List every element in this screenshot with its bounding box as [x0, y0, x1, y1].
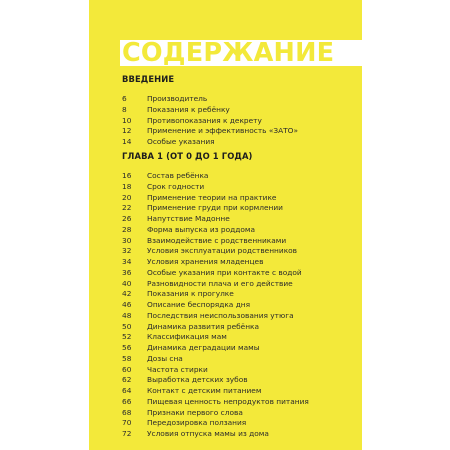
toc-page-number: 68 [122, 407, 132, 417]
toc-page-number: 16 [122, 171, 132, 180]
toc-entry [122, 397, 309, 408]
toc-entry-title: Дозы сна [147, 353, 183, 363]
toc-entry-title: Условия эксплуатации родственников [147, 246, 298, 256]
toc-entry [122, 105, 298, 116]
toc-entry-title: Условия хранения младенцев [147, 257, 264, 266]
toc-entry-title: Применение и эффективность «ЗАТО» [147, 126, 299, 136]
toc-entry-title: Частота стирки [147, 364, 208, 374]
toc-entry [122, 246, 309, 257]
toc-entry-title: Последствия неиспользования утюга [147, 310, 294, 320]
toc-page-number: 58 [122, 353, 132, 363]
toc-entry [122, 429, 309, 440]
toc-entry [122, 289, 309, 300]
toc-page-number: 32 [122, 246, 132, 256]
toc-page-number: 8 [122, 104, 127, 114]
toc-entry [122, 375, 309, 386]
toc-entry [122, 279, 309, 290]
toc-page-number: 70 [122, 418, 132, 428]
chapter-1-toc-list [122, 171, 309, 440]
toc-entry-title: Применение теории на практике [147, 192, 277, 202]
toc-entry-title: Напутствие Мадонне [147, 214, 230, 223]
toc-entry-title: Передозировка ползания [147, 418, 247, 428]
toc-entry-title: Состав ребёнка [147, 171, 209, 180]
toc-entry-title: Противопоказания к декрету [147, 115, 262, 125]
toc-entry-title: Признаки первого слова [147, 407, 243, 417]
section-heading-intro: ВВЕДЕНИЕ [122, 74, 175, 84]
toc-entry [122, 126, 298, 137]
toc-page-number: 56 [122, 343, 132, 352]
toc-page-number: 66 [122, 396, 132, 406]
toc-entry [122, 418, 309, 429]
toc-entry-title: Динамика деградации мамы [147, 343, 260, 352]
toc-entry [122, 94, 298, 105]
toc-entry [122, 137, 298, 148]
toc-page-number: 20 [122, 192, 132, 202]
toc-page-number: 36 [122, 267, 132, 277]
toc-page-number: 14 [122, 137, 132, 146]
toc-entry [122, 408, 309, 419]
toc-entry-title: Классификация мам [147, 332, 227, 342]
toc-entry-title: Особые указания [147, 137, 215, 146]
toc-entry-title: Динамика развития ребёнка [147, 321, 260, 331]
toc-entry [122, 236, 309, 247]
toc-page-number: 60 [122, 364, 132, 374]
toc-page-number: 6 [122, 94, 127, 103]
toc-page-number: 28 [122, 224, 132, 234]
page-title: СОДЕРЖАНИЕ [122, 38, 335, 68]
toc-entry-title: Контакт с детским питанием [147, 386, 262, 395]
toc-page-number: 48 [122, 310, 132, 320]
toc-entry-title: Выработка детских зубов [147, 375, 248, 385]
toc-entry-title: Производитель [147, 94, 208, 103]
toc-entry-title: Показания к ребёнку [147, 104, 230, 114]
book-page [89, 0, 362, 450]
toc-entry-title: Форма выпуска из роддома [147, 224, 255, 234]
toc-entry-title: Показания к прогулке [147, 289, 234, 299]
toc-entry [122, 343, 309, 354]
toc-page-number: 72 [122, 429, 132, 438]
toc-page-number: 40 [122, 278, 132, 288]
toc-entry-title: Срок годности [147, 181, 205, 191]
toc-entry [122, 268, 309, 279]
toc-entry [122, 354, 309, 365]
toc-page-number: 12 [122, 126, 132, 136]
toc-entry-title: Условия отпуска мамы из дома [147, 429, 269, 438]
toc-entry [122, 225, 309, 236]
toc-page-number: 64 [122, 386, 132, 395]
toc-entry [122, 257, 309, 268]
toc-entry [122, 386, 309, 397]
toc-entry [122, 214, 309, 225]
toc-entry-title: Пищевая ценность непродуктов питания [147, 396, 309, 406]
toc-entry [122, 116, 298, 127]
toc-entry [122, 203, 309, 214]
toc-page-number: 50 [122, 321, 132, 331]
toc-entry-title: Применение груди при кормлении [147, 203, 283, 213]
toc-entry [122, 332, 309, 343]
toc-entry [122, 171, 309, 182]
section-heading-chapter-1: ГЛАВА 1 (ОТ 0 ДО 1 ГОДА) [122, 151, 253, 161]
toc-entry [122, 300, 309, 311]
toc-entry [122, 311, 309, 322]
toc-page-number: 10 [122, 115, 132, 125]
toc-page-number: 22 [122, 203, 132, 213]
toc-entry-title: Взаимодействие с родственниками [147, 235, 287, 245]
toc-page-number: 42 [122, 289, 132, 299]
toc-entry [122, 322, 309, 333]
toc-page-number: 34 [122, 257, 132, 266]
toc-page-number: 62 [122, 375, 132, 385]
toc-entry-title: Разновидности плача и его действие [147, 278, 293, 288]
toc-entry-title: Описание беспорядка дня [147, 300, 251, 309]
toc-page-number: 52 [122, 332, 132, 342]
toc-page-number: 30 [122, 235, 132, 245]
toc-page-number: 26 [122, 214, 132, 223]
toc-entry-title: Особые указания при контакте с водой [147, 267, 302, 277]
toc-entry [122, 365, 309, 376]
toc-entry [122, 182, 309, 193]
toc-page-number: 18 [122, 181, 132, 191]
toc-entry [122, 193, 309, 204]
toc-page-number: 46 [122, 300, 132, 309]
intro-toc-list [122, 94, 298, 148]
